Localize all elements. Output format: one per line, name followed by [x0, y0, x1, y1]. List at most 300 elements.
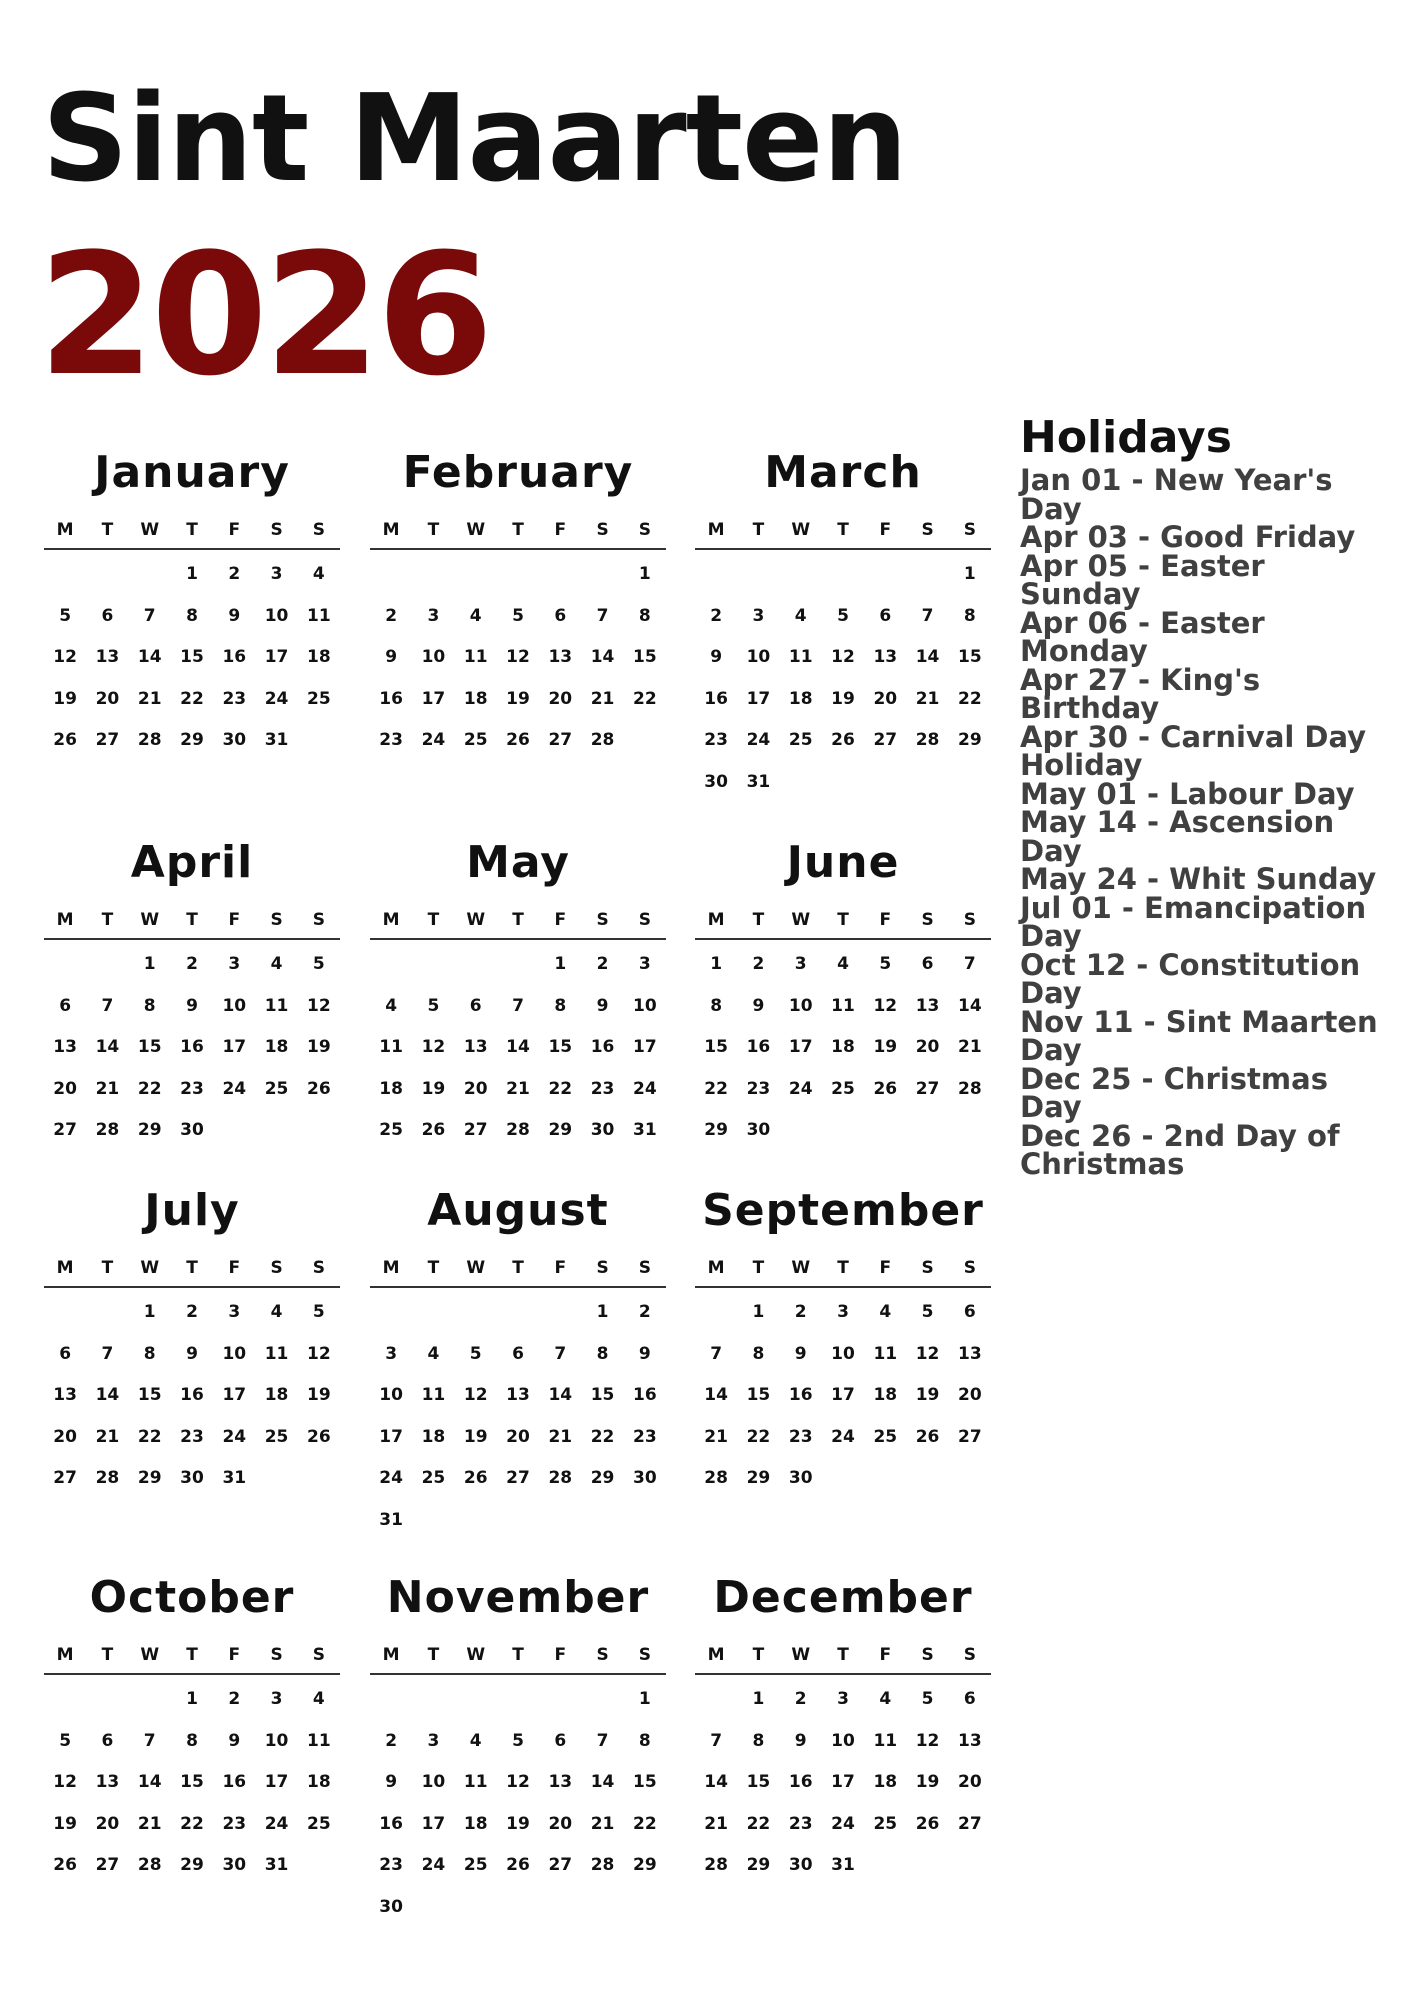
day-cell: 21: [95, 1078, 120, 1099]
day-cell: 6: [101, 1730, 114, 1751]
day-cell: 17: [421, 688, 446, 709]
weekday-label: S: [921, 1258, 934, 1278]
day-cell: 17: [421, 1813, 446, 1834]
weekday-label: T: [837, 1645, 849, 1665]
day-cell: 18: [873, 1772, 898, 1792]
day-cell: 2: [638, 1302, 651, 1322]
day-cell: 11: [421, 1385, 446, 1405]
day-cell: 24: [421, 730, 446, 750]
holiday-item: May 24 - Whit Sunday: [1020, 862, 1377, 896]
day-cell: 24: [633, 1078, 657, 1099]
day-cell: 25: [463, 1855, 488, 1875]
day-cell: 20: [95, 1813, 120, 1834]
day-cell: 26: [506, 1855, 530, 1875]
day-cell: 18: [307, 1772, 331, 1792]
weekday-label: T: [752, 520, 765, 540]
month-name: September: [702, 1185, 984, 1236]
day-cell: 30: [180, 1468, 204, 1488]
weekday-label: S: [270, 520, 283, 540]
day-cell: 21: [958, 1037, 982, 1057]
empty-cell: [370, 1292, 412, 1334]
day-cell: 28: [590, 1855, 615, 1875]
holiday-item: Dec 26 - 2nd Day of Christmas: [1020, 1118, 1340, 1181]
empty-cell: [44, 1292, 86, 1334]
day-cell: 16: [633, 1385, 657, 1405]
weekday-label: T: [427, 1258, 440, 1278]
month-name: May: [466, 837, 570, 888]
day-cell: 21: [704, 1813, 728, 1834]
day-cell: 23: [222, 688, 247, 709]
day-cell: 8: [710, 995, 723, 1016]
day-cell: 29: [590, 1468, 615, 1488]
empty-cell: [497, 1292, 539, 1334]
day-cell: 17: [746, 688, 771, 709]
weekday-label: T: [837, 1258, 849, 1278]
day-cell: 12: [831, 647, 855, 667]
day-cell: 25: [831, 1078, 855, 1099]
day-cell: 13: [915, 995, 940, 1016]
day-cell: 23: [633, 1426, 657, 1447]
day-cell: 6: [59, 1343, 72, 1364]
month-october: [44, 1563, 340, 1887]
day-cell: 28: [95, 1468, 120, 1488]
weekday-label: T: [752, 1645, 765, 1665]
empty-cell: [129, 1679, 171, 1721]
day-cell: 24: [222, 1426, 247, 1447]
day-cell: 1: [143, 954, 156, 974]
weekday-label: W: [466, 1258, 486, 1278]
weekday-label: T: [427, 520, 440, 540]
day-cell: 9: [186, 995, 198, 1016]
day-cell: 3: [638, 954, 651, 974]
day-cell: 24: [421, 1855, 446, 1875]
day-cell: 4: [794, 605, 807, 626]
weekday-header: [44, 1637, 340, 1675]
empty-cell: [539, 554, 581, 596]
month-name: February: [402, 447, 634, 498]
day-cell: 13: [548, 647, 573, 667]
empty-cell: [370, 944, 412, 986]
day-cell: 23: [379, 730, 403, 750]
empty-cell: [539, 1679, 581, 1721]
weekday-label: S: [638, 1645, 651, 1665]
day-cell: 12: [53, 1772, 77, 1792]
day-cell: 22: [548, 1078, 573, 1099]
day-grid: [370, 1292, 666, 1541]
day-cell: 4: [270, 1302, 283, 1322]
day-cell: 31: [222, 1468, 247, 1488]
empty-cell: [497, 1679, 539, 1721]
day-cell: 6: [554, 1730, 567, 1751]
day-cell: 7: [963, 954, 976, 974]
weekday-label: M: [56, 1645, 74, 1665]
day-cell: 11: [463, 1772, 488, 1792]
day-cell: 29: [548, 1120, 573, 1140]
month-april: [44, 828, 340, 1152]
weekday-label: M: [707, 1645, 725, 1665]
weekday-header: [44, 1250, 340, 1288]
day-cell: 24: [746, 730, 771, 750]
day-cell: 24: [379, 1468, 403, 1488]
day-cell: 28: [704, 1468, 728, 1488]
day-cell: 3: [837, 1302, 849, 1322]
day-cell: 14: [704, 1772, 728, 1792]
day-cell: 22: [633, 688, 657, 709]
day-cell: 21: [137, 688, 162, 709]
day-cell: 12: [873, 995, 898, 1016]
day-cell: 24: [831, 1426, 855, 1447]
day-cell: 7: [101, 995, 114, 1016]
day-cell: 9: [186, 1343, 198, 1364]
day-cell: 7: [596, 605, 609, 626]
day-cell: 10: [633, 995, 657, 1016]
day-grid: [370, 1679, 666, 1928]
day-cell: 12: [421, 1037, 446, 1057]
weekday-label: S: [921, 910, 934, 930]
day-cell: 26: [307, 1426, 331, 1447]
weekday-label: W: [466, 520, 486, 540]
weekday-label: F: [879, 1258, 892, 1278]
day-cell: 26: [53, 730, 77, 750]
day-cell: 13: [506, 1385, 530, 1405]
day-cell: 28: [958, 1078, 982, 1099]
day-cell: 22: [958, 688, 982, 709]
day-cell: 16: [704, 688, 728, 709]
day-cell: 6: [963, 1302, 976, 1322]
day-cell: 13: [548, 1772, 573, 1792]
day-cell: 30: [633, 1468, 657, 1488]
day-cell: 27: [95, 730, 120, 750]
weekday-label: S: [312, 910, 325, 930]
weekday-label: S: [596, 910, 609, 930]
day-cell: 30: [222, 1855, 247, 1875]
day-cell: 30: [704, 771, 728, 792]
day-cell: 10: [421, 647, 446, 667]
empty-cell: [129, 554, 171, 596]
day-cell: 31: [746, 771, 771, 792]
day-cell: 30: [590, 1120, 615, 1140]
day-cell: 23: [180, 1078, 204, 1099]
day-cell: 31: [264, 1855, 289, 1875]
day-cell: 11: [788, 647, 813, 667]
day-cell: 27: [958, 1813, 982, 1834]
day-cell: 25: [788, 730, 813, 750]
day-cell: 1: [710, 954, 723, 974]
day-cell: 6: [469, 995, 482, 1016]
day-cell: 9: [385, 1772, 398, 1792]
weekday-label: S: [596, 1258, 609, 1278]
empty-cell: [864, 554, 906, 596]
day-cell: 4: [837, 954, 849, 974]
weekday-label: S: [270, 1258, 283, 1278]
weekday-label: F: [228, 1645, 241, 1665]
empty-cell: [497, 944, 539, 986]
day-cell: 10: [222, 995, 247, 1016]
empty-cell: [44, 1679, 86, 1721]
day-cell: 28: [704, 1855, 728, 1875]
day-cell: 2: [710, 605, 723, 626]
weekday-label: F: [879, 910, 892, 930]
empty-cell: [86, 944, 128, 986]
day-cell: 5: [59, 1730, 72, 1751]
holiday-item: Oct 12 - Constitution Day: [1020, 947, 1361, 1010]
day-cell: 21: [95, 1426, 120, 1447]
day-cell: 13: [958, 1343, 982, 1364]
day-cell: 9: [794, 1343, 807, 1364]
day-cell: 11: [463, 647, 488, 667]
weekday-label: T: [752, 1258, 765, 1278]
empty-cell: [906, 554, 948, 596]
day-cell: 6: [59, 995, 72, 1016]
day-cell: 29: [137, 1468, 162, 1488]
day-cell: 8: [186, 1730, 198, 1751]
day-cell: 14: [137, 1772, 162, 1792]
day-cell: 10: [264, 1730, 289, 1751]
empty-cell: [455, 944, 497, 986]
day-cell: 9: [710, 647, 723, 667]
day-cell: 13: [53, 1037, 77, 1057]
day-cell: 17: [788, 1037, 813, 1057]
day-cell: 9: [596, 995, 609, 1016]
day-cell: 25: [421, 1468, 446, 1488]
empty-cell: [695, 1679, 737, 1721]
weekday-header: [370, 902, 666, 940]
day-cell: 22: [746, 1813, 771, 1834]
day-cell: 20: [506, 1426, 530, 1447]
day-cell: 30: [379, 1896, 403, 1917]
empty-cell: [581, 554, 623, 596]
month-name: January: [94, 447, 290, 498]
day-cell: 3: [794, 954, 807, 974]
day-cell: 21: [137, 1813, 162, 1834]
day-cell: 2: [596, 954, 609, 974]
day-cell: 17: [379, 1426, 403, 1447]
day-cell: 5: [312, 1302, 325, 1322]
day-cell: 14: [590, 647, 615, 667]
day-cell: 22: [633, 1813, 657, 1834]
weekday-label: W: [140, 910, 160, 930]
day-cell: 23: [788, 1426, 813, 1447]
weekday-label: W: [466, 910, 486, 930]
day-grid: [370, 944, 666, 1152]
day-cell: 5: [312, 954, 325, 974]
day-cell: 22: [704, 1078, 728, 1099]
weekday-header: [695, 1637, 991, 1675]
day-cell: 26: [53, 1855, 77, 1875]
day-cell: 3: [270, 564, 283, 584]
day-cell: 17: [264, 647, 289, 667]
day-cell: 25: [307, 1813, 331, 1834]
day-cell: 12: [53, 647, 77, 667]
month-june: [695, 828, 991, 1152]
day-cell: 27: [548, 1855, 573, 1875]
day-cell: 7: [554, 1343, 567, 1364]
day-grid: [370, 554, 666, 762]
empty-cell: [412, 1292, 454, 1334]
weekday-label: M: [707, 520, 725, 540]
weekday-label: M: [382, 520, 400, 540]
day-cell: 16: [788, 1385, 813, 1405]
day-cell: 11: [307, 1730, 331, 1751]
day-cell: 27: [53, 1468, 77, 1488]
empty-cell: [695, 1292, 737, 1334]
day-cell: 16: [379, 1813, 403, 1834]
weekday-label: T: [186, 520, 198, 540]
day-cell: 11: [873, 1343, 898, 1364]
day-cell: 15: [704, 1037, 728, 1057]
day-cell: 21: [506, 1078, 530, 1099]
day-cell: 26: [307, 1078, 331, 1099]
day-cell: 26: [915, 1813, 940, 1834]
day-cell: 9: [385, 647, 398, 667]
day-cell: 18: [873, 1385, 898, 1405]
weekday-label: T: [512, 1258, 524, 1278]
day-cell: 15: [958, 647, 982, 667]
day-cell: 28: [137, 1855, 162, 1875]
day-cell: 19: [831, 688, 855, 709]
day-cell: 4: [270, 954, 283, 974]
day-cell: 19: [873, 1037, 898, 1057]
day-cell: 16: [180, 1385, 204, 1405]
day-cell: 8: [752, 1730, 765, 1751]
day-cell: 27: [53, 1120, 77, 1140]
weekday-label: F: [554, 520, 567, 540]
day-cell: 20: [915, 1037, 940, 1057]
day-cell: 5: [921, 1302, 934, 1322]
day-cell: 9: [794, 1730, 807, 1751]
day-cell: 3: [270, 1689, 283, 1709]
day-cell: 18: [379, 1078, 403, 1099]
day-cell: 6: [554, 605, 567, 626]
weekday-label: S: [312, 1258, 325, 1278]
day-cell: 19: [506, 688, 530, 709]
day-cell: 28: [95, 1120, 120, 1140]
day-cell: 19: [915, 1772, 940, 1792]
day-grid: [695, 944, 991, 1152]
month-name: April: [130, 837, 254, 888]
weekday-label: W: [466, 1645, 486, 1665]
month-name: December: [713, 1572, 973, 1623]
day-cell: 5: [469, 1343, 482, 1364]
day-cell: 8: [143, 995, 156, 1016]
holiday-item: May 14 - Ascension Day: [1020, 805, 1335, 868]
day-cell: 10: [788, 995, 813, 1016]
weekday-header: [695, 902, 991, 940]
day-cell: 16: [379, 688, 403, 709]
day-cell: 29: [746, 1468, 771, 1488]
day-cell: 27: [915, 1078, 940, 1099]
day-cell: 14: [704, 1385, 728, 1405]
weekday-label: T: [837, 910, 849, 930]
month-december: [695, 1563, 991, 1887]
day-cell: 17: [222, 1037, 247, 1057]
day-cell: 31: [633, 1120, 657, 1140]
weekday-label: T: [427, 1645, 440, 1665]
day-cell: 28: [548, 1468, 573, 1488]
day-cell: 14: [137, 647, 162, 667]
day-cell: 22: [180, 688, 204, 709]
day-cell: 25: [264, 1078, 289, 1099]
day-grid: [695, 1292, 991, 1500]
day-cell: 17: [222, 1385, 247, 1405]
day-cell: 18: [788, 688, 813, 709]
day-cell: 30: [180, 1120, 204, 1140]
day-cell: 13: [958, 1730, 982, 1751]
day-cell: 1: [596, 1302, 609, 1322]
month-july: [44, 1176, 340, 1500]
day-cell: 11: [264, 995, 289, 1016]
day-cell: 27: [95, 1855, 120, 1875]
day-cell: 4: [469, 605, 482, 626]
day-cell: 20: [548, 688, 573, 709]
day-cell: 30: [222, 730, 247, 750]
day-cell: 5: [879, 954, 892, 974]
holiday-item: Apr 30 - Carnival Day Holiday: [1020, 719, 1367, 782]
day-cell: 28: [506, 1120, 530, 1140]
day-cell: 26: [506, 730, 530, 750]
day-cell: 21: [590, 1813, 615, 1834]
weekday-label: S: [963, 520, 976, 540]
weekday-header: [44, 902, 340, 940]
weekday-header: [370, 1637, 666, 1675]
holiday-item: Jan 01 - New Year's Day: [1020, 463, 1333, 526]
day-cell: 8: [186, 605, 198, 626]
day-cell: 7: [143, 1730, 156, 1751]
day-cell: 18: [264, 1385, 289, 1405]
day-cell: 16: [180, 1037, 204, 1057]
day-cell: 24: [831, 1813, 855, 1834]
day-cell: 2: [186, 1302, 198, 1322]
empty-cell: [86, 1292, 128, 1334]
day-cell: 23: [222, 1813, 247, 1834]
day-cell: 14: [506, 1037, 530, 1057]
day-cell: 2: [228, 564, 241, 584]
day-cell: 7: [921, 605, 934, 626]
weekday-label: S: [638, 520, 651, 540]
day-cell: 1: [638, 1689, 651, 1709]
day-cell: 29: [958, 730, 982, 750]
day-grid: [44, 554, 340, 762]
day-cell: 13: [95, 1772, 120, 1792]
day-cell: 30: [746, 1120, 771, 1140]
empty-cell: [455, 1292, 497, 1334]
day-cell: 15: [548, 1037, 573, 1057]
day-cell: 18: [831, 1037, 855, 1057]
weekday-label: F: [554, 910, 567, 930]
weekday-label: F: [228, 1258, 241, 1278]
day-cell: 5: [512, 605, 524, 626]
day-cell: 27: [463, 1120, 488, 1140]
day-cell: 15: [746, 1385, 771, 1405]
day-cell: 22: [137, 1078, 162, 1099]
day-cell: 19: [506, 1813, 530, 1834]
weekday-label: T: [186, 1258, 198, 1278]
day-cell: 3: [752, 605, 765, 626]
day-cell: 6: [921, 954, 934, 974]
holiday-list: [1020, 463, 1386, 1181]
weekday-label: S: [963, 1258, 976, 1278]
day-cell: 1: [554, 954, 567, 974]
day-cell: 8: [143, 1343, 156, 1364]
day-cell: 9: [228, 1730, 241, 1751]
weekday-label: F: [879, 520, 892, 540]
holiday-item: Apr 06 - Easter Monday: [1020, 605, 1265, 668]
day-cell: 9: [638, 1343, 651, 1364]
weekday-label: M: [56, 520, 74, 540]
day-cell: 1: [186, 1689, 198, 1709]
empty-cell: [86, 1679, 128, 1721]
day-cell: 17: [633, 1037, 657, 1057]
